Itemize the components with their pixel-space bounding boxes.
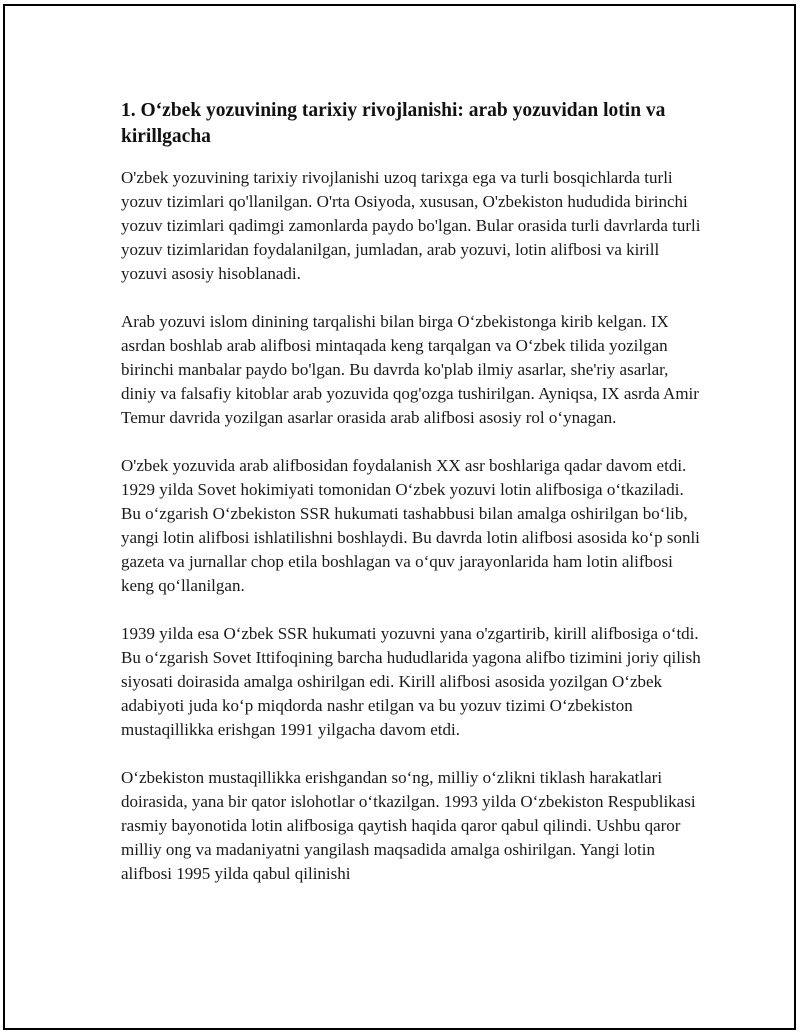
paragraph-1: O'zbek yozuvining tarixiy rivojlanishi uzoq tarixga ega va turli bosqichlarda turli yozuv tizimlari qo'llanilgan. O'rta Osiyoda, xususan, O'zbekiston hududida birinchi yozuv tizimlari qadimgi zamonlarda paydo bo'lgan. Bular orasida turli davrlarda turli yozuv tizimlaridan foydalanilgan, jumladan, arab yozuvi, lotin alifbosi va kirill yozuvi asosiy hisoblanadi. xyxy=(121,168,701,283)
paragraph-5: O‘zbekiston mustaqillikka erishgandan so‘ng, milliy o‘zlikni tiklash harakatlari doirasida, yana bir qator islohotlar o‘tkazilgan. 1993 yilda O‘zbekiston Respublikasi rasmiy bayonotida lotin alifbosiga qaytish haqida qaror qabul qilindi. Ushbu qaror milliy ong va madaniyatni yangilash maqsadida amalga oshirilgan. Yangi lotin alifbosi 1995 yilda qabul qilinishi xyxy=(121,768,696,883)
section-heading: 1. O‘zbek yozuvining tarixiy rivojlanishi: arab yozuvidan lotin va kirillgacha xyxy=(121,100,666,147)
document-body xyxy=(121,98,701,910)
page-frame xyxy=(3,4,796,1030)
paragraph-4: 1939 yilda esa O‘zbek SSR hukumati yozuvni yana o'zgartirib, kirill alifbosiga o‘tdi. Bu o‘zgarish Sovet Ittifoqining barcha hududlarida yagona alifbo tizimini joriy qilish siyosati doirasida amalga oshirilgan edi. Kirill alifbosi asosida yozilgan O‘zbek adabiyoti juda ko‘p miqdorda nashr etilgan va bu yozuv tizimi O‘zbekiston mustaqillikka erishgan 1991 yilgacha davom etdi. xyxy=(121,624,701,739)
paragraph-2: Arab yozuvi islom dinining tarqalishi bilan birga O‘zbekistonga kirib kelgan. IX asrdan boshlab arab alifbosi mintaqada keng tarqalgan va O‘zbek tilida yozilgan birinchi manbalar paydo bo'lgan. Bu davrda ko'plab ilmiy asarlar, she'riy asarlar, diniy va falsafiy kitoblar arab yozuvida qog'ozga tushirilgan. Ayniqsa, IX asrda Amir Temur davrida yozilgan asarlar orasida arab alifbosi asosiy rol o‘ynagan. xyxy=(121,312,699,427)
paragraph-3: O'zbek yozuvida arab alifbosidan foydalanish XX asr boshlariga qadar davom etdi. 1929 yilda Sovet hokimiyati tomonidan O‘zbek yozuvi lotin alifbosiga o‘tkaziladi. Bu o‘zgarish O‘zbekiston SSR hukumati tashabbusi bilan amalga oshirilgan bo‘lib, yangi lotin alifbosi ishlatilishni boshlaydi. Bu davrda lotin alifbosi asosida ko‘p sonli gazeta va jurnallar chop etila boshlagan va o‘quv jarayonlarida ham lotin alifbosi keng qo‘llanilgan. xyxy=(121,456,700,595)
